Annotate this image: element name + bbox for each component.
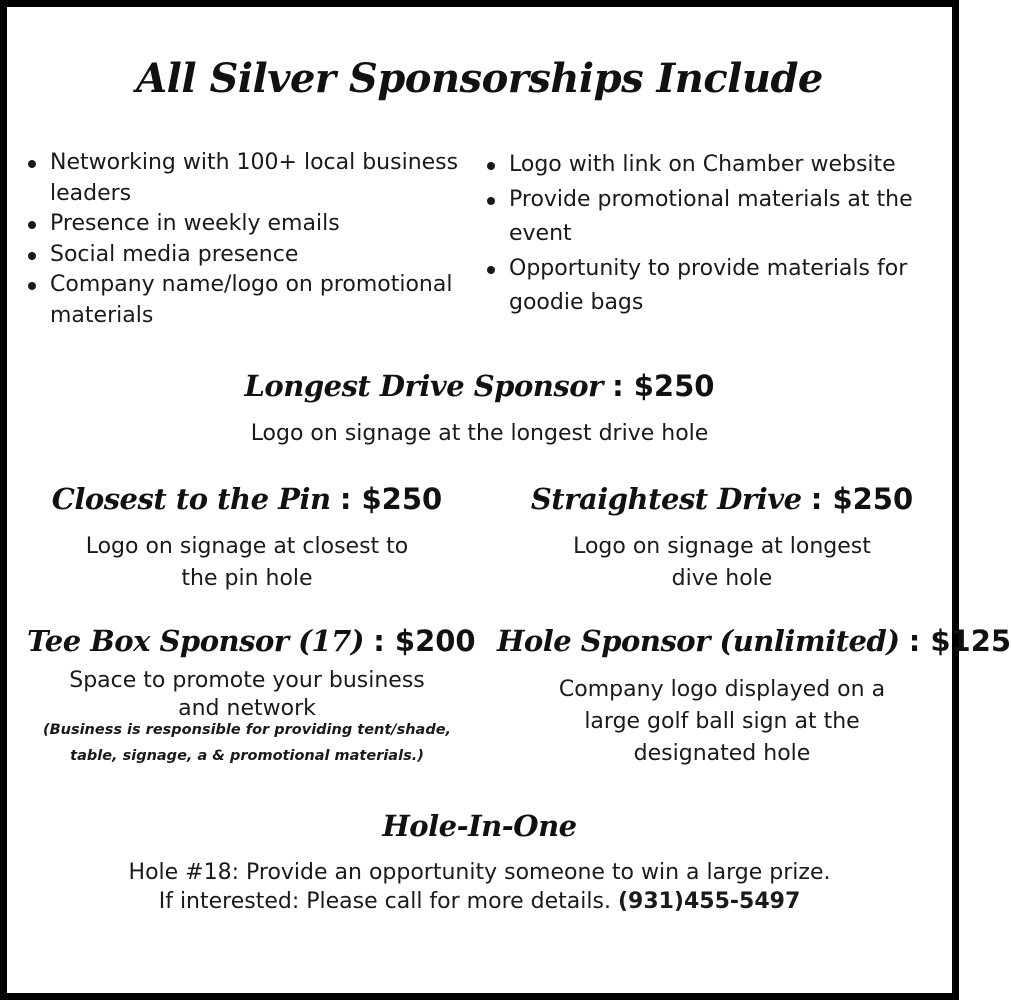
tee-box-heading [27,624,476,658]
tee-box-note: (Business is responsible for providing tent/shade, table, signage, a & promotional materials.) [42,722,452,764]
straightest-drive-description: Logo on signage at longest dive hole [573,534,871,591]
closest-pin-description: Logo on signage at closest to the pin hole [85,534,409,591]
list-item: Company name/logo on promotional materials [20,270,470,331]
list-item: Logo with link on Chamber website [479,148,949,183]
tee-box-price: : $200 [373,624,476,658]
list-item: Opportunity to provide materials for goodie bags [479,252,949,321]
longest-drive-heading [7,369,952,403]
tee-box-name: Tee Box Sponsor (17) [27,624,364,658]
page-title: All Silver Sponsorships Include [136,55,823,102]
straightest-drive-price: : $250 [810,482,914,516]
tee-box-description: Space to promote your business and network [69,668,425,721]
hole-sponsor-name: Hole Sponsor (unlimited) [497,624,900,658]
closest-pin-price: : $250 [339,482,443,516]
hole-sponsor-description: Company logo displayed on a large golf ball sign at the designated hole [558,677,886,766]
closest-pin-name: Closest to the Pin [51,482,331,516]
hole-sponsor-heading [497,624,1011,658]
hole-in-one-details [7,858,952,916]
list-item: Social media presence [20,240,470,271]
includes-list-left [20,148,470,331]
phone-number: (931)455-5497 [617,889,801,914]
includes-list-right [479,148,949,321]
closest-pin-heading [27,482,467,516]
straightest-drive-heading [502,482,942,516]
longest-drive-description: Logo on signage at the longest drive hole [250,421,709,446]
hole-in-one-line2-text: If interested: Please call for more details. [158,889,611,914]
list-item: Networking with 100+ local business leaders [20,148,470,209]
list-item: Presence in weekly emails [20,209,470,240]
hole-sponsor-price: : $125 [908,624,1011,658]
longest-drive-name: Longest Drive Sponsor [244,369,603,403]
straightest-drive-name: Straightest Drive [530,482,802,516]
list-item: Provide promotional materials at the event [479,183,949,252]
hole-in-one-line1: Hole #18: Provide an opportunity someone to win a large prize. [128,860,831,885]
hole-in-one-heading: Hole-In-One [382,809,577,843]
hole-in-one-line2 [7,887,952,916]
longest-drive-price: : $250 [612,369,715,403]
